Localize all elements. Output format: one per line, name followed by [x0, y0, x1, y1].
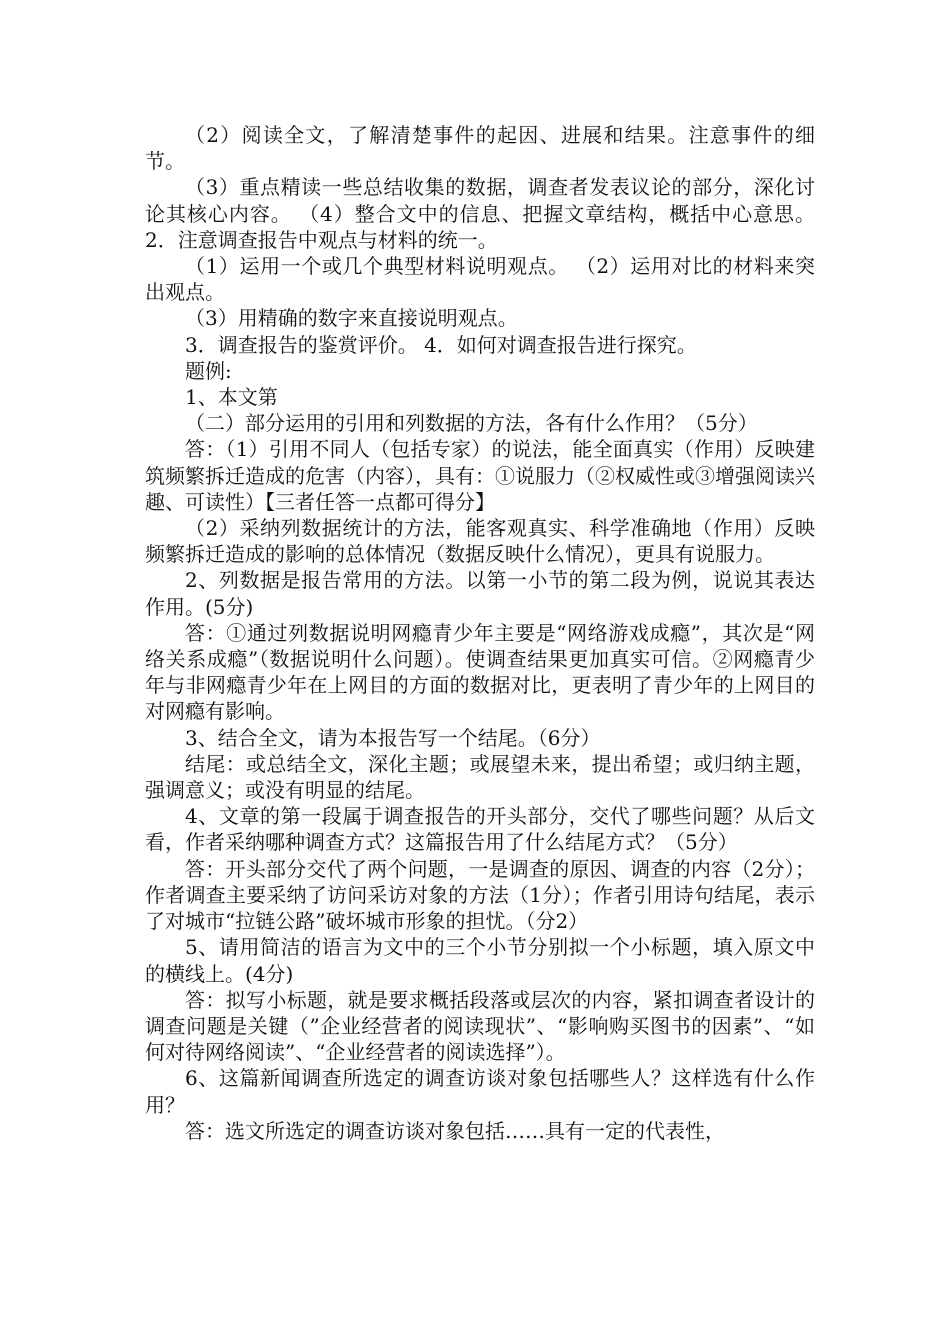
- paragraph-question-4: 4、文章的第一段属于调查报告的开头部分，交代了哪些问题？从后文看，作者采纳哪种调查方式？这篇报告用了什么结尾方式？（5分）: [145, 804, 815, 855]
- paragraph-question-1: （二）部分运用的引用和列数据的方法，各有什么作用？（5分）: [185, 411, 758, 436]
- paragraph-appreciation: 3．调查报告的鉴赏评价。 4．如何对调查报告进行探究。: [185, 332, 697, 357]
- paragraph-precise-numbers: （3）用精确的数字来直接说明观点。: [185, 306, 518, 331]
- paragraph-answer-3: 结尾：或总结全文，深化主题；或展望未来，提出希望；或归纳主题，强调意义；或没有明显的结尾。: [145, 751, 815, 803]
- paragraph-typical-material: （1）运用一个或几个典型材料说明观点。 （2）运用对比的材料来突出观点。: [145, 254, 815, 305]
- paragraph-intensive-reading: （3）重点精读一些总结收集的数据，调查者发表议论的部分，深化讨论其核心内容。 （4）整合文中的信息、把握文章结构，概括中心意思。 2．注意调查报告中观点与材料的统一。: [145, 175, 815, 252]
- paragraph-answer-4: 答：开头部分交代了两个问题，一是调查的原因、调查的内容（2分）；作者调查主要采纳了访问采访对象的方法（1分）；作者引用诗句结尾，表示了对城市“拉链公路”破坏城市形象的担忧。（分2）: [145, 856, 815, 934]
- paragraph-answer-2: 答：①通过列数据说明网瘾青少年主要是“网络游戏成瘾”，其次是“网络关系成瘾”（数据说明什么问题）。使调查结果更加真实可信。②网瘾青少年与非网瘾青少年在上网目的方面的数据对比，更表明了青少年的上网目的对网瘾有影响。: [145, 620, 815, 724]
- paragraph-answer-1-part-2: （2）采纳列数据统计的方法，能客观真实、科学准确地（作用）反映频繁拆迁造成的影响的总体情况（数据反映什么情况），更具有说服力。: [145, 516, 815, 567]
- paragraph-question-1-start: 1、本文第: [185, 385, 278, 410]
- paragraph-question-6: 6、这篇新闻调查所选定的调查访谈对象包括哪些人？这样选有什么作用？: [145, 1066, 815, 1117]
- paragraph-examples-heading: 题例:: [185, 358, 232, 383]
- paragraph-question-2: 2、列数据是报告常用的方法。以第一小节的第二段为例，说说其表达作用。(5分): [145, 568, 815, 619]
- paragraph-answer-5: 答：拟写小标题，就是要求概括段落或层次的内容，紧扣调查者设计的调查问题是关键（”企业经营者的阅读现状”、“影响购买图书的因素”、“如何对待网络阅读”、“企业经营者的阅读选择”）。: [145, 987, 815, 1065]
- paragraph-reading-full-text: （2）阅读全文，了解清楚事件的起因、进展和结果。注意事件的细节。: [145, 123, 815, 174]
- paragraph-answer-6: 答：选文所选定的调查访谈对象包括……具有一定的代表性，: [185, 1118, 725, 1143]
- paragraph-question-5: 5、请用简洁的语言为文中的三个小节分别拟一个小标题，填入原文中的横线上。(4分): [145, 935, 815, 986]
- document-body: [145, 122, 815, 1144]
- paragraph-question-3: 3、结合全文，请为本报告写一个结尾。（6分）: [185, 725, 601, 750]
- paragraph-answer-1-part-1: 答：（1）引用不同人（包括专家）的说法，能全面真实（作用）反映建筑频繁拆迁造成的危害（内容），具有：①说服力（②权威性或③增强阅读兴趣、可读性）【三者任答一点都可得分】: [145, 437, 815, 514]
